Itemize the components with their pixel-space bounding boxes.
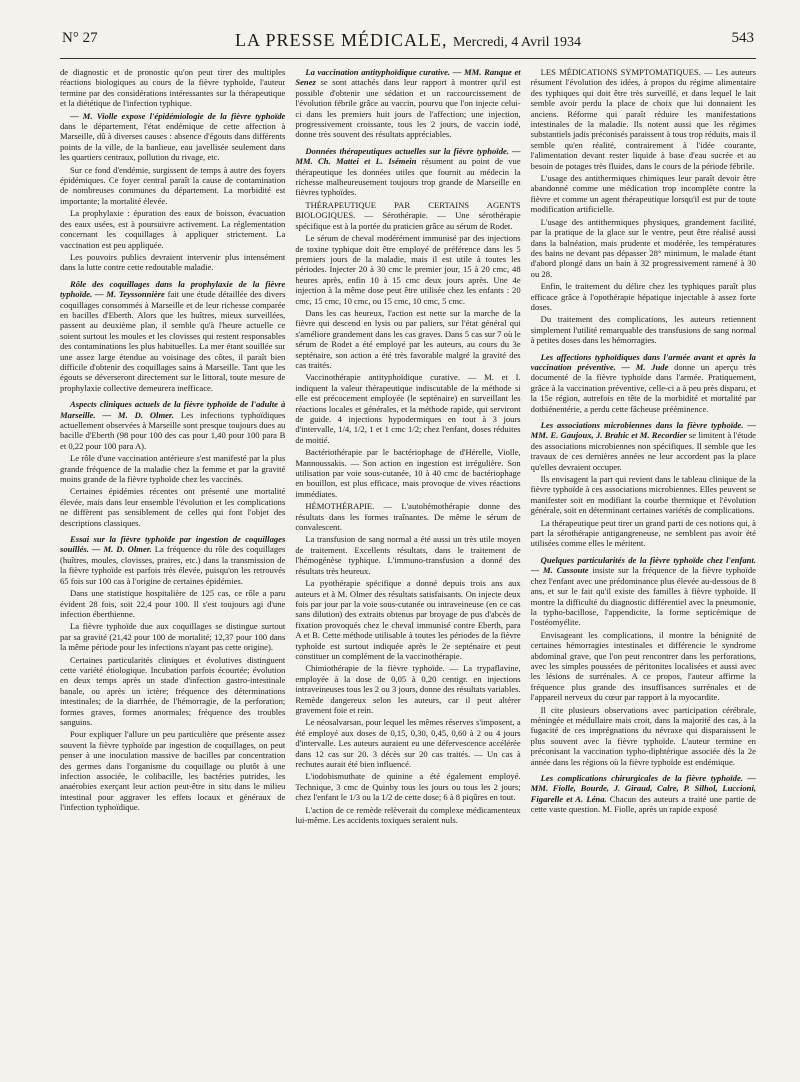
column-3 [531, 67, 756, 1067]
paragraph [531, 217, 756, 279]
paragraph-text: donne un aperçu très documenté de la fièvre typhoïde dans l'armée. Pratiquement, grâce à la vaccination préventive, celle-ci a à peu près disparu, et la 15e région, autrefois en tête de la morbidité et mortalité par dothiénentérie, a perdu cette fâcheuse prééminence. [530, 361, 756, 414]
paragraph-text: Dans les cas heureux, l'action est nette sur la marche de la fièvre qui descend en lysis ou par paliers, sur l'état général qui s'améliore grandement dans les cas graves. Dans 5 cas sur 7 où le sérum de Rodet a été employé par les auteurs, au cours du 3e septénaire, son action a été très favorable malgré la gravité des cas traités. [295, 307, 521, 370]
paragraph [531, 474, 756, 516]
paragraph [60, 453, 285, 484]
paragraph [295, 717, 520, 769]
paragraph-text: La fièvre typhoïde due aux coquillages se distingue surtout par sa gravité (21,42 pour 100 de mortalité; 12,37 pour 100 dans la même période pour les infections n'ayant pas cette origine). [60, 621, 286, 653]
paragraph-heading: Les complications chirurgicales de la fièvre typhoïde. — MM. Fiolle, Bourde, J. Giraud, Calre, P. Silhol, Luccioni, Figarelle et A. Léna. [530, 773, 756, 804]
paragraph [531, 314, 756, 345]
paragraph [295, 534, 520, 576]
paragraph [60, 252, 285, 273]
paragraph [531, 281, 756, 312]
paragraph [295, 771, 520, 802]
paragraph [295, 805, 520, 826]
paragraph [531, 67, 756, 171]
paragraph-text: Le sérum de cheval modérément immunisé par des injections de toxine typhique doit être employé de préférence dans les 5 premiers jours de la maladie, mais il est utile à toutes les périodes. Injecter 20 à 30 cmc le premier jour, 15 à 20 cmc, 48 heures après, enfin 10 à 15 cmc deux jours après. Une 4e injection à la même dose peut être utilisée chez les enfants : 20 cmc, 15 cmc, 10 cmc, ou 15 cmc, 10 cmc, 5 cmc. [295, 233, 521, 306]
paragraph [531, 630, 756, 703]
paragraph-text: fait une étude détaillée des divers coquillages consommés à Marseille et de leur richesse comparée en bacilles d'Eberth. Alors que les huîtres, mieux surveillées, passent au deuxième plan, il semble qu'à l'heure actuelle ce soient surtout les moules et les clovisses qui restent responsables des contaminations les plus habituelles. La mer étant souillée sur une assez large étendue au voisinage des côtes, il paraît bien difficile d'obtenir des coquillages sains à Marseille. Tant que les égouts se déverseront directement sur le littoral, toute mesure de prophylaxie collective demeurera inefficace. [60, 289, 286, 393]
paragraph-text: La prophylaxie : épuration des eaux de boisson, évacuation des eaux usées, est à poursuivre activement. La réglementation concernant les coquillages à appliquer strictement. La vaccination est peu appliquée. [60, 208, 286, 250]
journal-masthead [60, 30, 756, 51]
paragraph [60, 399, 285, 451]
issue-number: N° 27 [62, 30, 98, 46]
article-columns [60, 67, 756, 1067]
paragraph-heading: — M. Violle expose l'épidémiologie de la fièvre typhoïde [70, 110, 286, 121]
paragraph-text: HÉMOTHÉRAPIE. — L'autohémothérapie donne des résultats dans les formes traînantes. De même le sérum de convalescent. [295, 501, 521, 533]
paragraph [60, 67, 285, 109]
paragraph-text: se limitent à l'étude des associations microbiennes non spécifiques. Il semble que les travaux de ces dernières années ne leur accordent pas la place qu'elles devraient occuper. [530, 430, 756, 472]
paragraph [60, 655, 285, 728]
paragraph-heading: Rôle des coquillages dans la prophylaxie de la fièvre typhoïde. — M. Teyssonnière [60, 278, 286, 300]
paragraph [295, 200, 520, 231]
paragraph [531, 420, 756, 472]
paragraph-text: La pyothérapie spécifique a donné depuis trois ans aux auteurs et à M. Olmer des résultats satisfaisants. On injecte deux fois par jour par la voie sous-cutanée ou intraveineuse (en ce cas sans dilution) des extraits obtenus par broyage de pus d'abcès de fixation provoqués chez le cheval immunisé contre Eberth, para A et B. Cette méthode utilisable à toutes les périodes de la fièvre typhoïde est surtout indiquée après le 2e septénaire et peut constituer un complément de la vaccinothérapie. [295, 578, 521, 661]
paragraph [60, 486, 285, 528]
paragraph [60, 729, 285, 812]
paragraph [531, 555, 756, 628]
paragraph-text: Les pouvoirs publics devraient intervenir plus intensément dans la lutte contre cette redoutable maladie. [60, 251, 286, 273]
issue-date: Mercredi, 4 Avril 1934 [452, 35, 582, 50]
paragraph [295, 308, 520, 370]
paragraph-heading: Quelques particularités de la fièvre typhoïde chez l'enfant. — M. Cassoute [530, 554, 756, 576]
paragraph [295, 233, 520, 306]
paragraph [531, 173, 756, 215]
paragraph-text: se sont attachés dans leur rapport à montrer qu'il est possible d'obtenir une sédation et un raccourcissement de l'évolution fébrile grâce au vaccin, pourvu que l'on injecte celui-ci dans les premiers huit jours de l'affection; une injection, progressivement croissante, tous les 2 jours, de vaccin iodé, donne très souvent des résultats appréciables. [295, 77, 521, 140]
paragraph [295, 146, 520, 198]
paragraph-text: Sur ce fond d'endémie, surgissent de temps à autre des foyers épidémiques. Ce foyer central paraît la cause de contamination de nombreuses communes du département. La morbidité est importante; la mortalité élevée. [60, 164, 286, 206]
paragraph-text: insiste sur la fréquence de la fièvre typhoïde chez l'enfant avec une prédominance plus élevée au-dessous de 8 ans, et sur le fait qu'il existe des familles à fièvre typhoïde. Il montre la difficulté du diagnostic différentiel avec la pneumonie, la typho-bacillose, l'appendicite, la forme septicémique de l'ostéomyélite. [530, 565, 756, 628]
paragraph [295, 663, 520, 715]
paragraph-text: L'usage des antithermiques chimiques leur paraît devoir être abandonné comme une médication trop incomplète contre la fièvre et comme un agent thérapeutique lorsqu'il est pur de toute modification artificielle. [530, 173, 756, 215]
paragraph-text: Vaccinothérapie antityphoïdique curative. — M. et I. indiquent la valeur thérapeutique indiscutable de la méthode si elle est précocement employée (le septénaire) en surveillant les réactions locales et générales, et la méthode rapide, qui serviront de guide. 4 injections hypodermiques en tout à 3 jours d'intervalle, 1/4, 1/2, 1 et 1 cmc 1/2; chez l'enfant, doses réduites de moitié. [295, 372, 521, 445]
paragraph-text: La fréquence du rôle des coquillages (huîtres, moules, clovisses, praires, etc.) dans la transmission de la fièvre typhoïde est parfois très élevée, puisqu'on les retrouvés 65 fois sur 100 cas à l'origine de certaines épidémies. [60, 544, 286, 586]
paragraph-text: Enfin, le traitement du délire chez les typhiques paraît plus efficace grâce à l'opothérapie hépatique injectable à assez forte doses. [530, 281, 756, 312]
column-2 [295, 67, 520, 1067]
paragraph [295, 578, 520, 661]
paragraph [60, 534, 285, 586]
paragraph-text: L'iodobismuthate de quinine a été également employé. Technique, 3 cmc de Quinby tous les jours ou tous les 2 jours; chez l'enfant le 1/3 ou la 1/2 de cette dose; 6 à 8 piqûres en tout. [295, 771, 521, 803]
paragraph-heading: La vaccination antityphoïdique curative. — MM. Ranque et Senez [295, 67, 521, 88]
paragraph [531, 773, 756, 815]
paragraph-text: Ils envisagent la part qui revient dans le tableau clinique de la fièvre typhoïde à ces associations microbiennes. Elles peuvent se manifester soit en modifiant la courbe thermique et l'évolution générale, soit en déterminant certaines variétés de complications. [530, 474, 756, 516]
paragraph-text: dans le département, l'état endémique de cette affection à Marseille, dû à diverses causes : absence d'égouts dans différents points de la ville, de la banlieue, eau javellisée seulement dans les quartiers centraux, pollution du rivage, etc. [60, 121, 286, 163]
paragraph-text: Le néosalvarsan, pour lequel les mêmes réserves s'imposent, a été employé aux doses de 0,15, 0,30, 0,45, 0,60 à 2 ou 4 jours d'intervalle. Les auteurs auraient eu une défervescence accélérée dans 12 cas sur 20. 3 décès sur 20 cas traités. — Un cas à rechutes aurait été bien influencé. [295, 717, 521, 769]
page-header [60, 0, 756, 59]
paragraph [295, 67, 520, 140]
paragraph [60, 165, 285, 207]
paragraph-text: THÉRAPEUTIQUE PAR CERTAINS AGENTS BIOLOGIQUES. — Sérothérapie. — Une sérothérapie spécifique est à la portée du praticien grâce au sérum de Rodet. [295, 199, 521, 231]
paragraph-text: LES MÉDICATIONS SYMPTOMATIQUES. — Les auteurs résument l'évolution des idées, à propos du régime alimentaire des typhiques qui doit être très surveillé, et dans lequel le lait semble avoir perdu la place de choix que lui donnaient les anciens. Réforme qui paraît réduire les manifestations intestinales de la maladie. Ils notent aussi que les régimes substantiels jadis préconisés paraissent à tous trop réduits, mais il semble qu'en réalité, contrairement à l'idée courante, l'alimentation devant rester liquide à base d'eau sucrée et au besoin de potages très fluides, dans le cours de la période fébrile. [530, 67, 756, 171]
paragraph-heading: Les associations microbiennes dans la fièvre typhoïde. — MM. E. Gaujoux, J. Brahic et M. Recordier [530, 420, 756, 441]
paragraph-text: Le rôle d'une vaccination antérieure s'est manifesté par la plus grande fréquence de la maladie chez la femme et par la gravité moins grande de la fièvre typhoïde chez les vaccinés. [60, 453, 286, 485]
paragraph [531, 705, 756, 767]
paragraph-heading: Essai sur la fièvre typhoïde par ingestion de coquillages souillés. — M. D. Olmer. [60, 534, 286, 555]
paragraph [60, 588, 285, 619]
paragraph-text: Certaines épidémies récentes ont présenté une mortalité élevée, mais dans leur ensemble l'évolution et les complications ne diffèrent pas sensiblement de celles qui font l'objet des descriptions classiques. [60, 486, 286, 528]
paragraph [295, 447, 520, 499]
paragraph-text: résument au point de vue thérapeutique les données utiles que fournit au médecin la richesse malheureusement toujours trop grande de Marseille en fièvres typhoïdes. [295, 156, 521, 198]
paragraph-text: de diagnostic et de pronostic qu'on peut tirer des multiples réactions biologiques au cours de la fièvre typhoïde, l'auteur termine par des considérations intéressantes sur la thérapeutique et la diététique de l'infection typhique. [60, 67, 286, 109]
paragraph-text: Du traitement des complications, les auteurs retiennent simplement l'utilité remarquable des transfusions de sang normal à petites doses dans les hémorragies. [530, 314, 756, 346]
paragraph-text: Pour expliquer l'allure un peu particulière que présente assez souvent la fièvre typhoïde par ingestion de coquillages, on peut penser à une inoculation massive de bacilles par concentration des germes dans l'organisme du coquillage ou plutôt à une infection associée, le colibacille, les bactéries putrides, les anaérobies exerçant leur action peut-être in situ dans le milieu intestinal pour aggraver les effets locaux et généraux de l'infection typhoïdique. [60, 729, 286, 813]
paragraph [531, 518, 756, 549]
paragraph-heading: Les affections typhoïdiques dans l'armée avant et après la vaccination préventive. — M. Jude [530, 351, 756, 372]
paragraph-text: L'usage des antithermiques physiques, grandement facilité, par la pratique de la glace sur le ventre, peut être réalisé aussi dans la balnéation, mais prudente et modérée, les températures des bains ne devant pas dépasser 28° minimum, le malade étant d'abord plongé dans un bain à 32 progressivement ramené à 30 ou 28. [530, 216, 756, 279]
paragraph-text: Envisageant les complications, il montre la bénignité de certaines hémorragies intestinales et différencie le syndrome abdominal grave, que l'on peut rencontrer dans les perforations, avec les simples poussées de péritonites localisées et aussi avec les lésions de surrénales. A ce propos, l'auteur affirme la fréquence plus grande des insuffisances surrénales et de l'appareil nerveux du cœur par rapport à la myocardite. [530, 629, 756, 703]
paragraph [531, 352, 756, 414]
paragraph-text: Chacun des auteurs a traité une partie de cette vaste question. M. Fiolle, après un rapide exposé [530, 793, 756, 815]
column-1 [60, 67, 285, 1067]
paragraph [60, 279, 285, 393]
page-number: 543 [731, 30, 754, 46]
paragraph [60, 111, 285, 163]
paragraph [295, 501, 520, 532]
journal-title: LA PRESSE MÉDICALE, [234, 30, 448, 50]
paragraph-text: Dans une statistique hospitalière de 125 cas, ce rôle a paru évident 28 fois, soit 22,4 pour 100. Il s'est toujours agi d'une infection éberthienne. [60, 588, 286, 619]
paragraph [295, 372, 520, 445]
paragraph-text: La transfusion de sang normal a été aussi un très utile moyen de traitement. Excellents résultats, dans le traitement de l'hémogénèse typhique. L'immuno-transfusion a donné des résultats très heureux. [295, 534, 521, 576]
paragraph-heading: Aspects cliniques actuels de la fièvre typhoïde de l'adulte à Marseille. — M. D. Olmer. [60, 399, 286, 420]
paragraph-text: Certaines particularités cliniques et évolutives distinguent cette variété étiologique. Incubation parfois écourtée; évolution en deux temps après un stade d'infection gastro-intestinale banale, ou après un ictère; fréquence des déterminations intestinales; de la diarrhée, de l'hémorragie, de la perforation; formes graves, formes anormales; fréquence des troubles sanguins. [60, 654, 286, 727]
paragraph [60, 208, 285, 250]
paragraph [60, 621, 285, 652]
paragraph-text: Il cite plusieurs observations avec participation cérébrale, méningée et médullaire mais croit, dans la majorité des cas, à la fugacité de ces imprégnations du névraxe qui disparaissent le plus souvent avec la fièvre typhoïde. L'auteur termine en préconisant la vaccination typho-diphtérique associée dès la 2e année dans les régions où la fièvre typhoïde est endémique. [530, 704, 756, 767]
paragraph-text: Les infections typhoïdiques actuellement observées à Marseille sont presque toujours dues au bacille d'Eberth (98 pour 100 des cas pour 1,40 pour 100 para B et 0,22 pour 100 para A). [60, 409, 286, 451]
paragraph-heading: Données thérapeutiques actuelles sur la fièvre typhoïde. — MM. Ch. Mattei et L. Isémein [295, 145, 521, 167]
paragraph-text: Chimiothérapie de la fièvre typhoïde. — La trypaflavine, employée à la dose de 0,05 à 0,20 centigr. en injections intraveineuses tous les 2 ou 3 jours, donne des résultats variables. Remède dangereux selon les auteurs, car il peut altérer gravement foie et rein. [295, 663, 521, 715]
paragraph-text: La thérapeutique peut tirer un grand parti de ces notions qui, à part la sérothérapie antigangreneuse, ne semblent pas avoir été utilisées comme elles le méritent. [530, 517, 756, 549]
paragraph-text: Bactériothérapie par le bactériophage de d'Hérelle, Violle, Mannoussakis. — Son action en ingestion est irrégulière. Son utilisation par voie sous-cutanée, 10 à 40 cmc de bactériophage en bouillon, est plus efficace, mais provoque de vives réactions immédiates. [295, 447, 521, 499]
paragraph-text: L'action de ce remède relèverait du complexe médicamenteux lui-même. Les accidents toxiques seraient nuls. [295, 804, 521, 826]
